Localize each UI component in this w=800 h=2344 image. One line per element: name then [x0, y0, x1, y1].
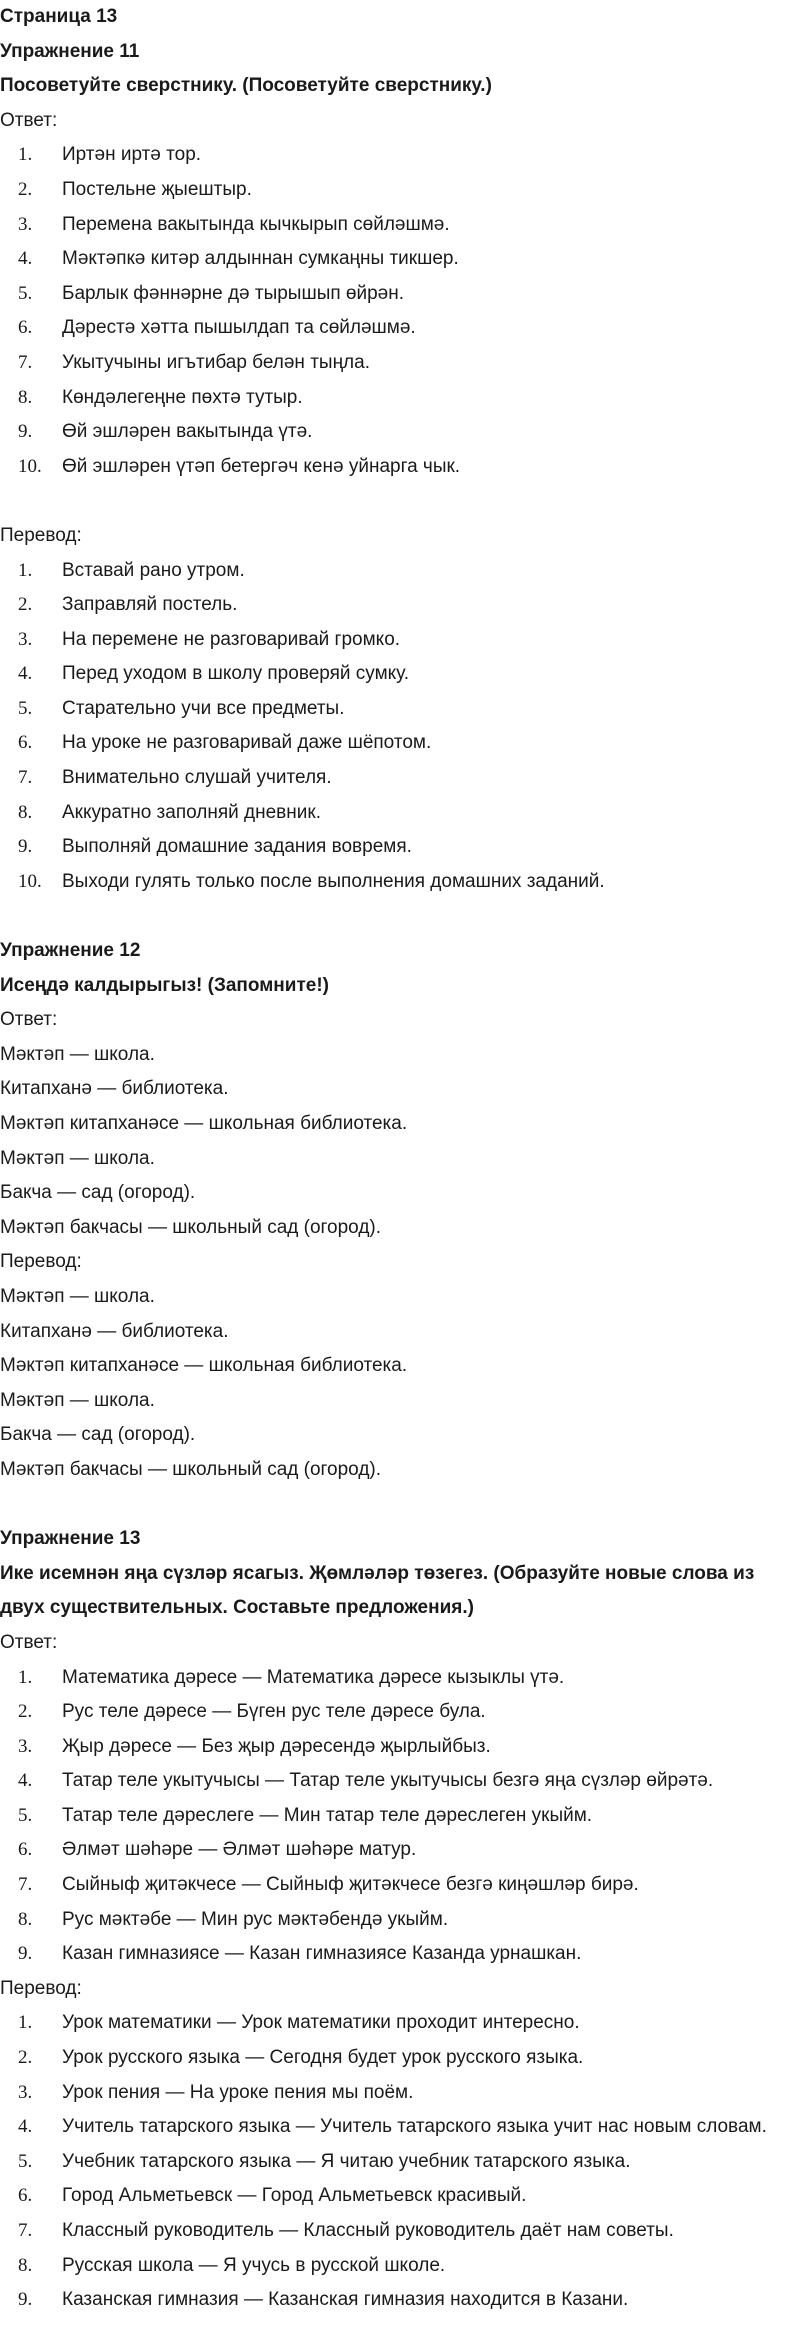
list-item	[0, 1661, 788, 1696]
list-item-number: 5.	[18, 282, 33, 304]
list-item-number: 1.	[18, 144, 33, 166]
list-item-text: Казанская гимназия — Казанская гимназия находится в Казани.	[62, 2289, 629, 2311]
list-item-number: 1.	[18, 2012, 33, 2034]
list-item-number: 6.	[18, 1839, 33, 1861]
exercise-12	[0, 934, 788, 1488]
list-item	[0, 726, 788, 761]
list-item-number: 5.	[18, 2150, 33, 2172]
list-item-number: 6.	[18, 317, 33, 339]
list-item-text: Заправляй постель.	[62, 594, 238, 616]
exercise-11-title: Упражнение 11	[0, 40, 140, 62]
list-item-number: 3.	[18, 213, 33, 235]
list-item	[0, 1695, 788, 1730]
list-item-text: Город Альметьевск — Город Альметьевск красивый.	[62, 2185, 527, 2207]
exercise-11-answer-list	[0, 138, 788, 484]
list-item-number: 7.	[18, 2220, 33, 2241]
list-item	[0, 450, 788, 485]
list-item-text: Мәктәпкә китәр алдыннан сумкаңны тикшер.	[62, 248, 459, 270]
exercise-13-task: Ике исемнән яңа сүзләр ясагыз. Җөмләләр төзегез. (Образуйте новые слова из двух существительных. Составьте предложения.)	[0, 1562, 755, 1619]
text-line: Мәктәп — школа.	[0, 1043, 155, 1065]
spacer	[0, 484, 788, 519]
list-item	[0, 2041, 788, 2076]
list-item-number: 7.	[18, 1874, 33, 1896]
list-item-number: 4.	[18, 248, 33, 270]
list-item-number: 3.	[18, 628, 33, 650]
exercise-12-answer-lines	[0, 1038, 788, 1246]
list-item-text: На уроке не разговаривай даже шёпотом.	[62, 732, 432, 754]
exercise-11-answer-label: Ответ:	[0, 109, 58, 131]
list-item-text: Классный руководитель — Классный руководитель даёт нам советы.	[62, 2220, 674, 2241]
list-item	[0, 173, 788, 208]
list-item	[0, 865, 788, 900]
list-item-number: 8.	[18, 1908, 33, 1930]
exercise-13-answer-list	[0, 1661, 788, 1972]
list-item-text: Казан гимназиясе — Казан гимназиясе Казанда урнашкан.	[62, 1943, 582, 1965]
exercise-11	[0, 35, 788, 900]
list-item-text: Өй эшләрен вакытында үтә.	[62, 421, 313, 443]
list-item	[0, 830, 788, 865]
list-item	[0, 796, 788, 831]
list-item	[0, 1868, 788, 1903]
list-item	[0, 208, 788, 243]
exercise-13-translation-list	[0, 2006, 788, 2317]
text-line: Мәктәп — школа.	[0, 1389, 155, 1411]
exercise-11-translation-label: Перевод:	[0, 524, 82, 546]
list-item-text: Перед уходом в школу проверяй сумку.	[62, 663, 410, 685]
list-item-number: 9.	[18, 421, 33, 443]
list-item	[0, 588, 788, 623]
text-line: Китапханә — библиотека.	[0, 1320, 229, 1342]
text-line: Мәктәп — школа.	[0, 1147, 155, 1169]
list-item-number: 6.	[18, 732, 33, 754]
list-item-text: Көндәлегеңне пөхтә тутыр.	[62, 386, 303, 408]
exercise-13-title: Упражнение 13	[0, 1528, 141, 1550]
list-item	[0, 346, 788, 381]
list-item	[0, 2214, 788, 2249]
text-line: Бакча — сад (огород).	[0, 1424, 196, 1446]
list-item	[0, 623, 788, 658]
exercise-13-answer-label: Ответ:	[0, 1631, 58, 1653]
list-item-text: Урок математики — Урок математики проходит интересно.	[62, 2012, 580, 2034]
exercise-11-translation-list	[0, 554, 788, 900]
page-title: Страница 13	[0, 6, 118, 27]
text-line: Мәктәп бакчасы — школьный сад (огород).	[0, 1458, 382, 1480]
list-item-number: 9.	[18, 836, 33, 858]
list-item-number: 2.	[18, 2047, 33, 2069]
list-item-number: 3.	[18, 2081, 33, 2103]
list-item	[0, 657, 788, 692]
list-item-text: Рус теле дәресе — Бүген рус теле дәресе була.	[62, 1701, 486, 1723]
list-item-text: На перемене не разговаривай громко.	[62, 628, 401, 650]
text-line: Мәктәп китапханәсе — школьная библиотека.	[0, 1355, 408, 1377]
list-item-text: Рус мәктәбе — Мин рус мәктәбендә укыйм.	[62, 1908, 449, 1930]
list-item-number: 8.	[18, 2254, 33, 2276]
exercise-11-task: Посоветуйте сверстнику. (Посоветуйте сверстнику.)	[0, 75, 492, 97]
list-item	[0, 242, 788, 277]
list-item-number: 8.	[18, 386, 33, 408]
list-item-text: Әлмәт шәһәре — Әлмәт шәһәре матур.	[62, 1839, 417, 1861]
text-line: Бакча — сад (огород).	[0, 1182, 196, 1204]
list-item-number: 5.	[18, 1804, 33, 1826]
list-item-text: Учебник татарского языка — Я читаю учебник татарского языка.	[62, 2150, 631, 2172]
list-item	[0, 692, 788, 727]
exercise-12-translation-lines	[0, 1280, 788, 1488]
list-item-text: Иртән иртә тор.	[62, 144, 202, 166]
list-item-text: Вставай рано утром.	[62, 559, 245, 581]
list-item-number: 4.	[18, 1770, 33, 1792]
list-item	[0, 2076, 788, 2111]
list-item	[0, 1730, 788, 1765]
list-item-number: 1.	[18, 1666, 33, 1688]
exercise-13	[0, 1522, 788, 2318]
list-item-number: 10.	[18, 455, 42, 477]
list-item-text: Өй эшләрен үтәп бетергәч кенә уйнарга чык.	[62, 455, 461, 477]
list-item	[0, 1937, 788, 1972]
list-item-number: 2.	[18, 594, 33, 616]
list-item-text: Старательно учи все предметы.	[62, 697, 345, 719]
exercise-12-translation-label: Перевод:	[0, 1251, 82, 1273]
text-line: Китапханә — библиотека.	[0, 1078, 229, 1100]
list-item-number: 4.	[18, 2116, 33, 2138]
list-item	[0, 2145, 788, 2180]
list-item-number: 4.	[18, 663, 33, 685]
list-item	[0, 1903, 788, 1938]
list-item-text: Барлык фәннәрне дә тырышып өйрән.	[62, 282, 405, 304]
list-item	[0, 2283, 788, 2318]
list-item-text: Җыр дәресе — Без җыр дәресендә җырлыйбыз.	[62, 1735, 491, 1757]
list-item-number: 7.	[18, 767, 33, 789]
list-item-number: 2.	[18, 178, 33, 200]
list-item-text: Постельне җыештыр.	[62, 178, 252, 200]
list-item-text: Укытучыны игътибар белән тыңла.	[62, 351, 370, 373]
list-item-text: Татар теле укытучысы — Татар теле укытучысы безгә яңа сүзләр өйрәтә.	[62, 1770, 714, 1792]
list-item-text: Татар теле дәреслеге — Мин татар теле дәреслеген укыйм.	[62, 1804, 593, 1826]
list-item	[0, 1799, 788, 1834]
spacer	[0, 1488, 788, 1523]
list-item-text: Перемена вакытында кычкырып сөйләшмә.	[62, 213, 450, 235]
list-item-text: Дәрестә хәтта пышылдап та сөйләшмә.	[62, 317, 416, 339]
list-item-text: Урок русского языка — Сегодня будет урок русского языка.	[62, 2047, 584, 2069]
list-item	[0, 415, 788, 450]
list-item	[0, 2249, 788, 2284]
list-item-text: Математика дәресе — Математика дәресе кызыклы үтә.	[62, 1666, 565, 1688]
list-item	[0, 1764, 788, 1799]
exercise-12-answer-label: Ответ:	[0, 1009, 58, 1031]
list-item-number: 2.	[18, 1701, 33, 1723]
list-item-text: Аккуратно заполняй дневник.	[62, 801, 321, 823]
list-item	[0, 554, 788, 589]
list-item	[0, 2006, 788, 2041]
list-item	[0, 381, 788, 416]
list-item-text: Учитель татарского языка — Учитель татарского языка учит нас новым словам.	[62, 2116, 767, 2138]
list-item-text: Выполняй домашние задания вовремя.	[62, 836, 412, 858]
text-line: Мәктәп бакчасы — школьный сад (огород).	[0, 1216, 382, 1238]
list-item	[0, 761, 788, 796]
text-line: Мәктәп — школа.	[0, 1285, 155, 1307]
exercise-12-title: Упражнение 12	[0, 940, 141, 962]
list-item-text: Выходи гулять только после выполнения домашних заданий.	[62, 870, 605, 892]
list-item	[0, 277, 788, 312]
list-item-number: 9.	[18, 2289, 33, 2311]
list-item-number: 10.	[18, 870, 42, 892]
list-item-number: 5.	[18, 697, 33, 719]
list-item-text: Сыйныф җитәкчесе — Сыйныф җитәкчесе безгә киңәшләр бирә.	[62, 1874, 639, 1896]
text-line: Мәктәп китапханәсе — школьная библиотека.	[0, 1113, 408, 1134]
list-item-text: Внимательно слушай учителя.	[62, 767, 332, 789]
list-item-number: 8.	[18, 801, 33, 823]
exercise-12-task: Исеңдә калдырыгыз! (Запомните!)	[0, 974, 329, 996]
spacer	[0, 899, 788, 934]
list-item-number: 1.	[18, 559, 33, 581]
list-item	[0, 138, 788, 173]
list-item-number: 7.	[18, 351, 33, 373]
list-item-number: 9.	[18, 1943, 33, 1965]
exercise-13-translation-label: Перевод:	[0, 1977, 82, 1999]
list-item	[0, 2179, 788, 2214]
list-item-text: Русская школа — Я учусь в русской школе.	[62, 2254, 446, 2276]
list-item-number: 3.	[18, 1735, 33, 1757]
list-item	[0, 2110, 788, 2145]
list-item	[0, 311, 788, 346]
list-item	[0, 1833, 788, 1868]
list-item-number: 6.	[18, 2185, 33, 2207]
list-item-text: Урок пения — На уроке пения мы поём.	[62, 2081, 414, 2103]
